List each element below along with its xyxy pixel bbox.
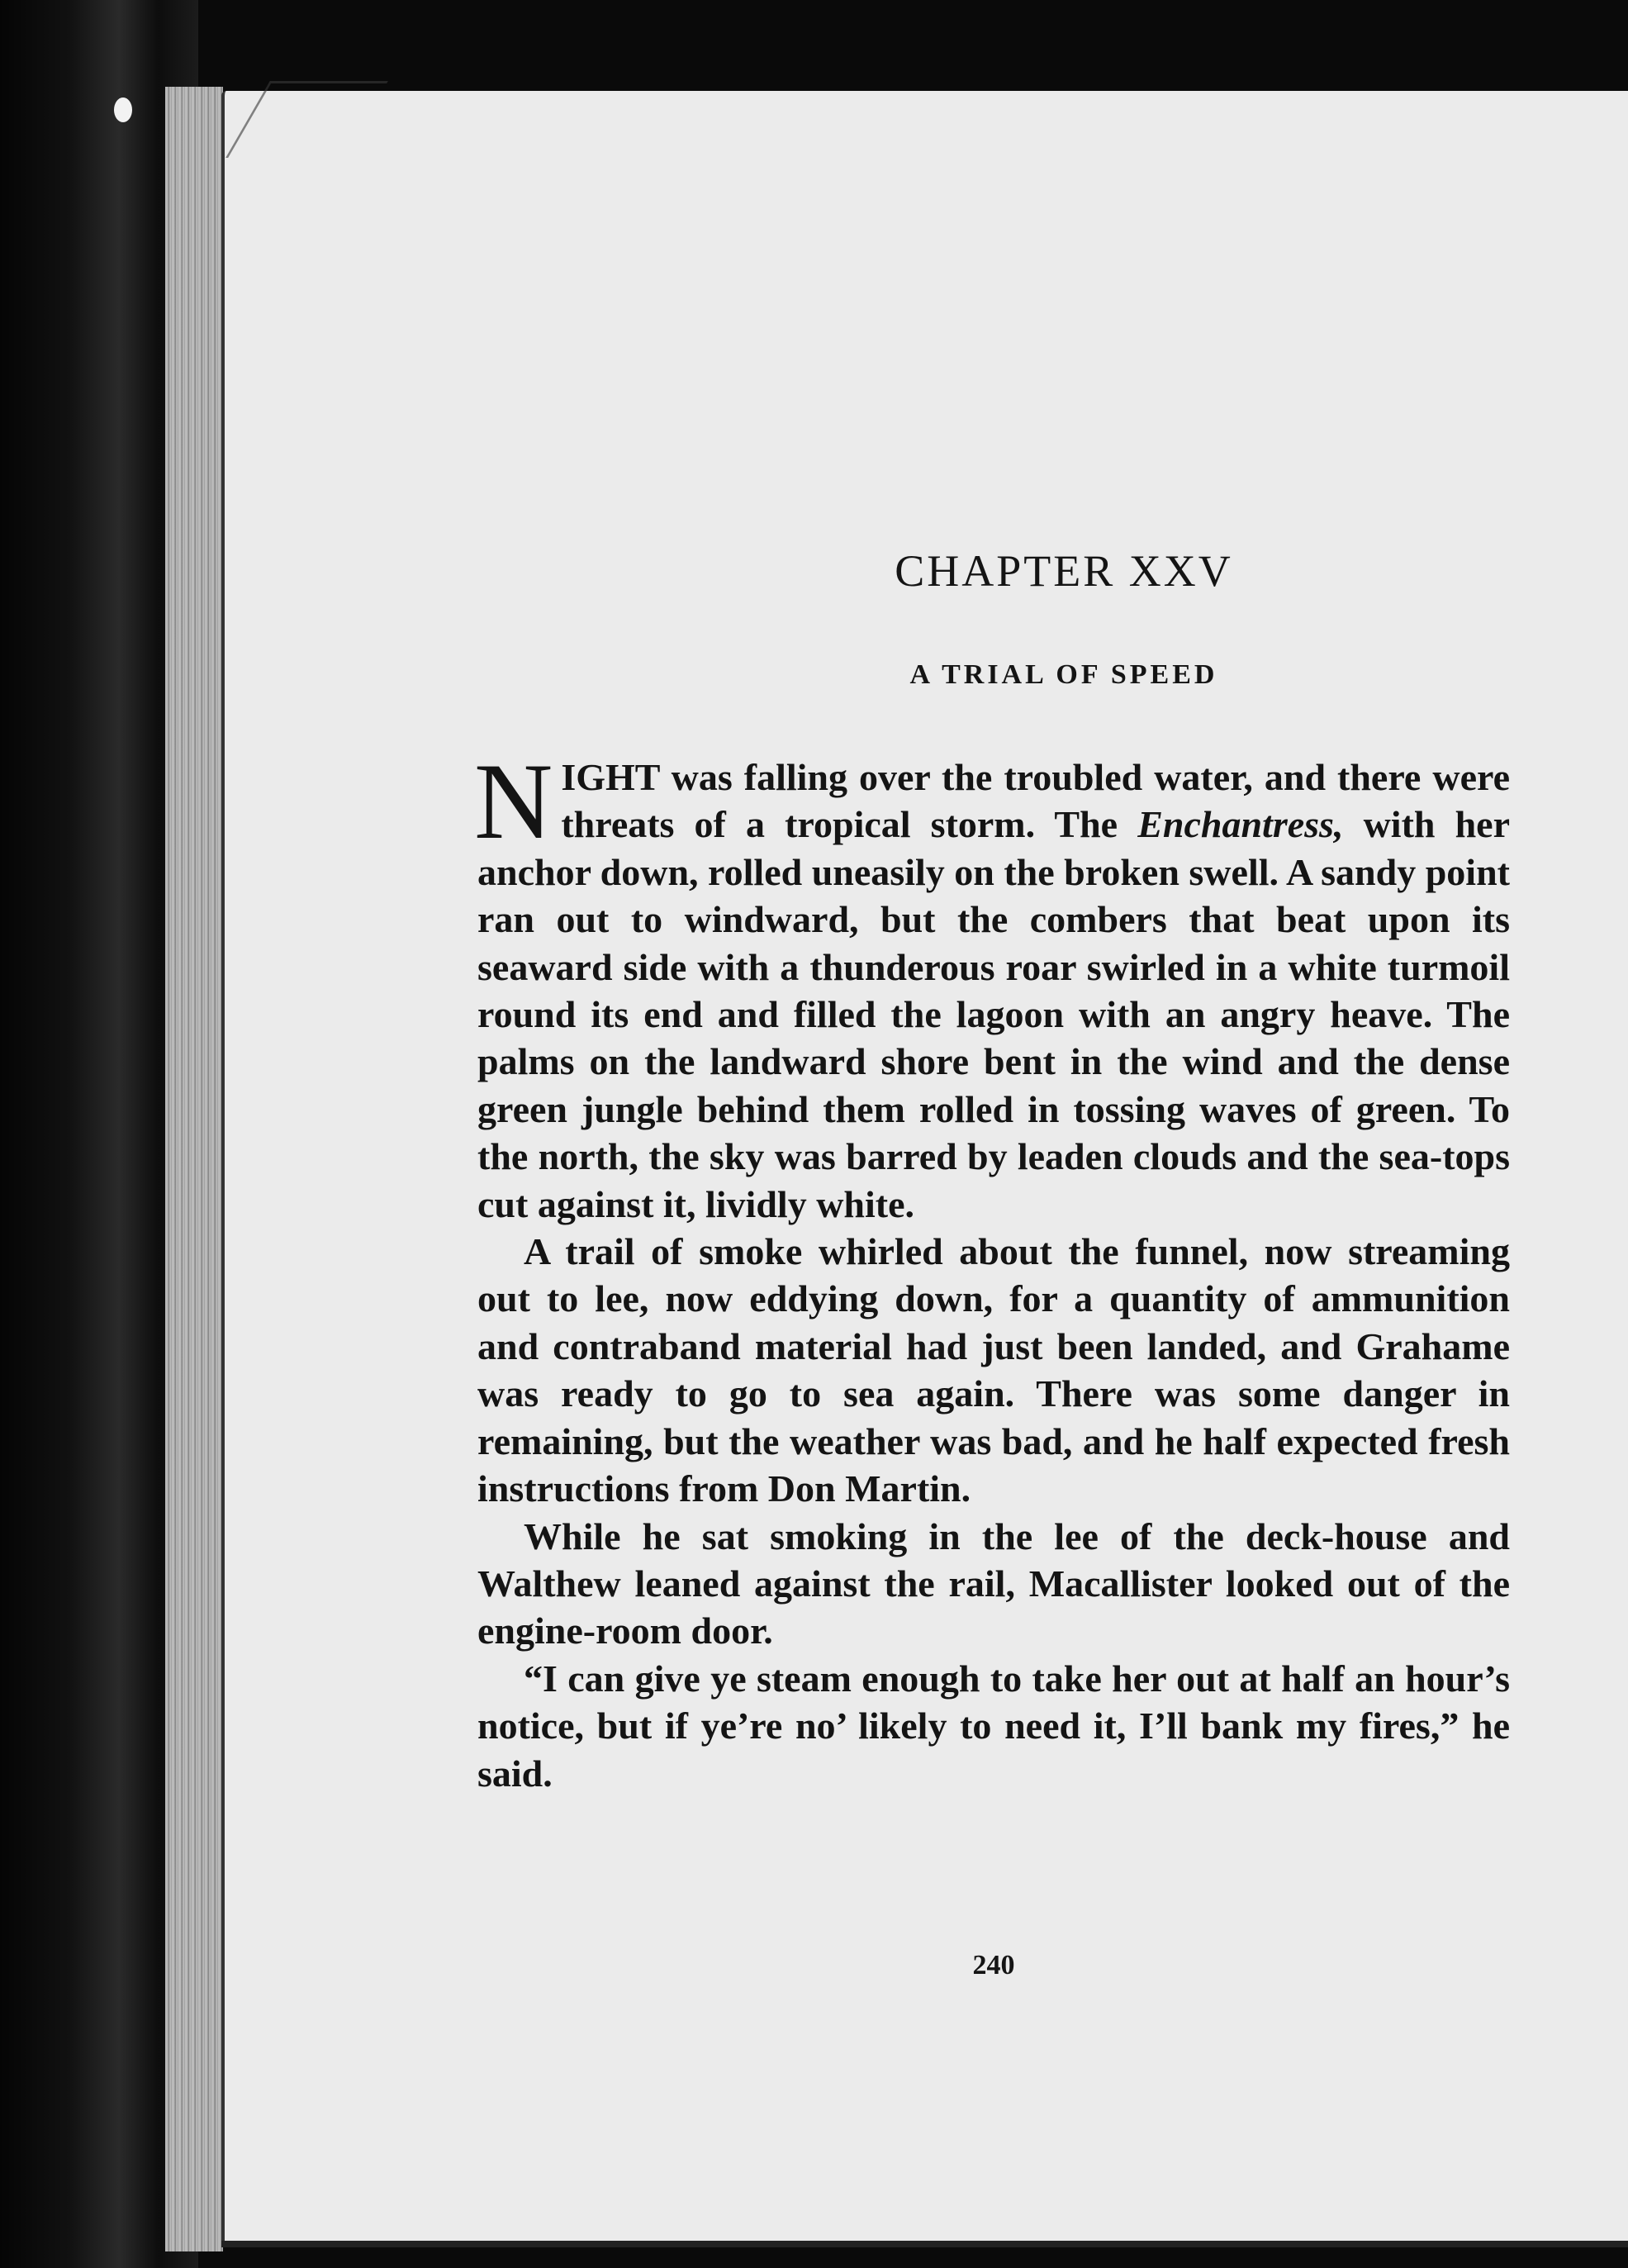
page-edges [165, 87, 223, 2251]
paragraph-4: “I can give ye steam enough to take her out at half an hour’s notice, but if ye’re no’ likely to need it, I’ll bank my fires,” he said. [477, 1657, 1510, 1795]
ship-name: Enchantress, [1137, 803, 1344, 846]
edge-speck [114, 97, 132, 122]
chapter-title: CHAPTER XXV [895, 546, 1233, 596]
paragraph-1-rest: with her anchor down, rolled uneasily on the broken swell. A sandy point ran out to windward, but the combers that beat upon its seaward side with a thunderous roar swirled in a white turmoil round its end and filled the lagoon with an angry heave. The palms on the landward shore bent in the wind and the dense green jungle behind them rolled in tossing waves of green. To the north, the sky was barred by leaden clouds and the sea-tops cut against it, lividly white. [477, 803, 1510, 1225]
page-bottom-edge [221, 2241, 1628, 2247]
paragraph-1-lead: IGHT was falling over the troubled water, and there were threats of a tropical storm. The [561, 756, 1510, 846]
paragraph-1 [474, 740, 1510, 1228]
page-number: 240 [972, 1950, 1015, 1980]
chapter-subtitle: A TRIAL OF SPEED [909, 659, 1218, 690]
body-text [474, 740, 1510, 1797]
drop-cap: N [474, 740, 553, 862]
paragraph-2: A trail of smoke whirled about the funnel, now streaming out to lee, now eddying down, for a quantity of ammunition and contraband material had just been landed, and Grahame was ready to go to sea again. There was some danger in remaining, but the weather was bad, and he half expected fresh instructions from Don Martin. [477, 1230, 1510, 1510]
paragraph-3: While he sat smoking in the lee of the deck-house and Walthew leaned against the rail, Macallister looked out of the engine-room door. [477, 1514, 1510, 1652]
